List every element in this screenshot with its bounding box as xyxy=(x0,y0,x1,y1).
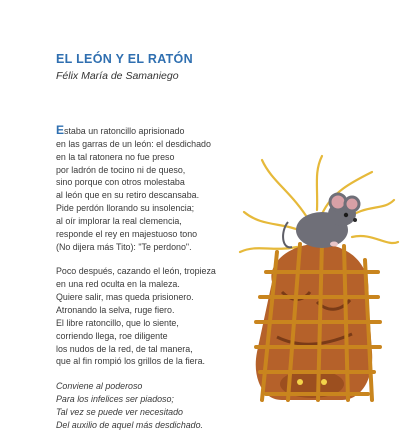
poem-author: Félix María de Samaniego xyxy=(56,70,179,82)
poem-line: corriendo llega, roe diligente xyxy=(56,330,168,341)
poem-line: en las garras de un león: el desdichado xyxy=(56,138,211,149)
poem-line: por ladrón de tocino ni de queso, xyxy=(56,164,186,175)
poem-line: El libre ratoncillo, que lo siente, xyxy=(56,317,179,328)
moral-line: Tal vez se puede ver necesitado xyxy=(56,406,183,417)
poem-line: Atronando la selva, ruge fiero. xyxy=(56,304,175,315)
stanza-2 xyxy=(56,265,226,368)
poem-line: responde el rey en majestuoso tono xyxy=(56,228,198,239)
poem-line: sino porque con otros molestaba xyxy=(56,177,185,188)
poem-line: al oír implorar la real clemencia, xyxy=(56,215,182,226)
poem-line: en una red oculta en la maleza. xyxy=(56,279,180,290)
poem-line: en la tal ratonera no fue preso xyxy=(56,151,175,162)
drop-cap: E xyxy=(56,123,65,137)
poem-title: EL LEÓN Y EL RATÓN xyxy=(56,52,193,66)
moral-line: Para los infelices ser piadoso; xyxy=(56,394,174,405)
poem-line: Pide perdón llorando su insolencia; xyxy=(56,203,195,214)
poem-line xyxy=(56,124,226,138)
moral-line: Conviene al poderoso xyxy=(56,381,143,392)
stanza-moral xyxy=(56,380,226,431)
poem-line: Poco después, cazando el león, tropieza xyxy=(56,266,216,277)
lion-net-illustration xyxy=(222,152,400,400)
moral-line: Del auxilio de aquel más desdichado. xyxy=(56,419,204,430)
poem-line: los nudos de la red, de tal manera, xyxy=(56,343,193,354)
first-line-text: staba un ratoncillo aprisionado xyxy=(64,126,185,136)
poem-line: al león que en su retiro descansaba. xyxy=(56,190,200,201)
poem-line: (No dijera más Tito): "Te perdono". xyxy=(56,241,192,252)
poem-line: que al fin rompió los grillos de la fiera. xyxy=(56,356,205,367)
poem-body xyxy=(56,124,226,444)
stanza-1 xyxy=(56,124,226,253)
poem-line: Quiere salir, mas queda prisionero. xyxy=(56,292,194,303)
